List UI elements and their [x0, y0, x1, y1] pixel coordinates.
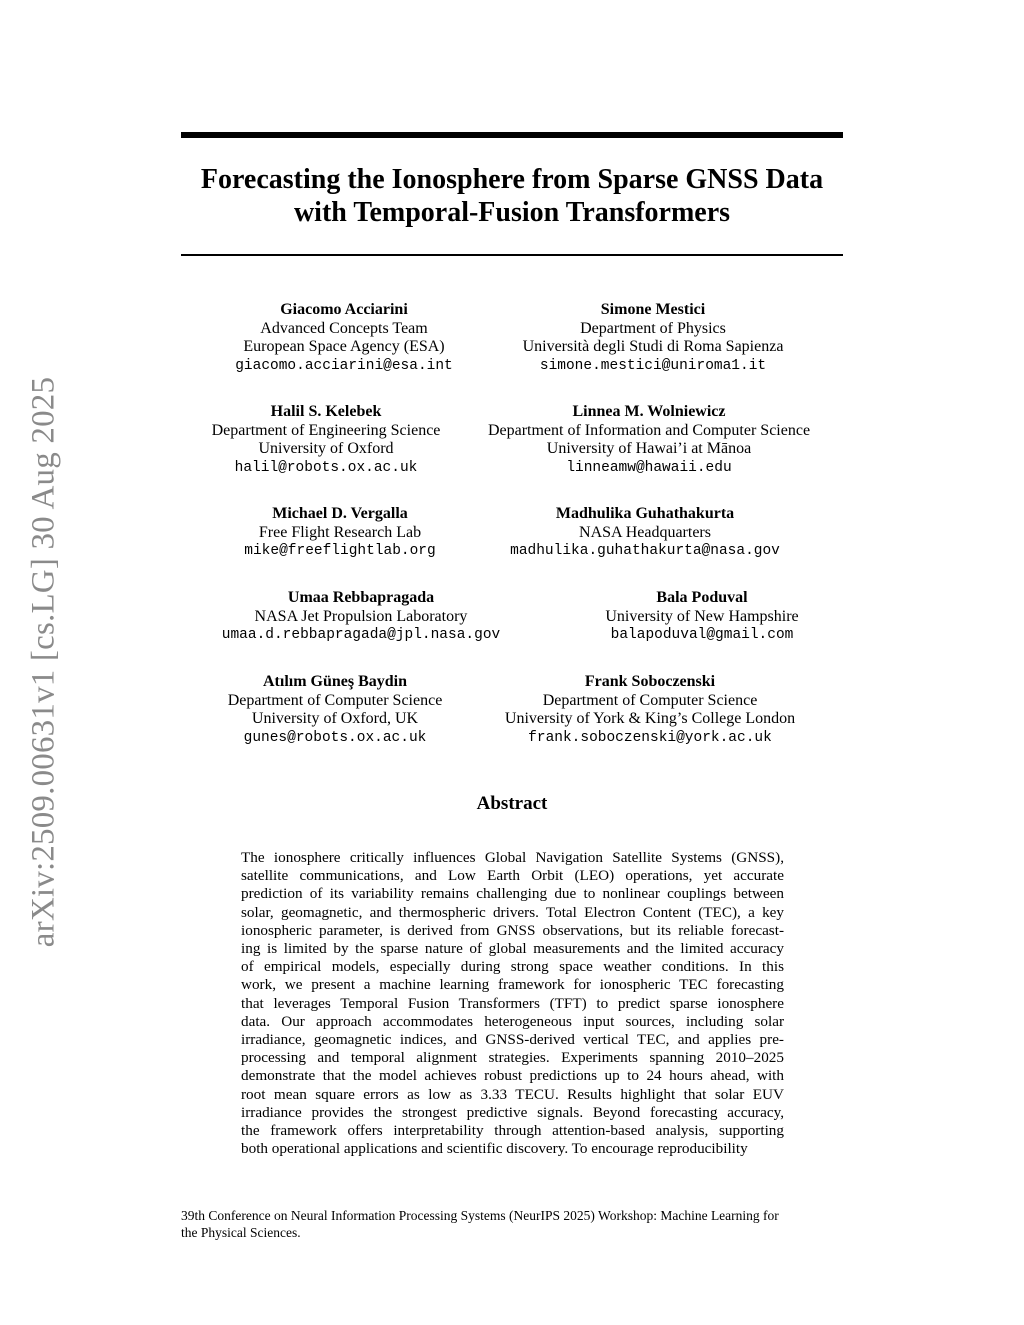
abstract-line: ing is limited by the sparse nature of global measurements and the limited accuracy: [241, 940, 784, 958]
author-block: [228, 673, 443, 747]
abstract-line: ionospheric parameter, is derived from GNSS observations, but its reliable forecast-: [241, 921, 784, 939]
author-affiliation: Advanced Concepts Team: [260, 319, 428, 337]
author-name: Giacomo Acciarini: [280, 301, 408, 318]
author-name: Bala Poduval: [656, 589, 748, 606]
author-block: [505, 673, 795, 747]
abstract-line: solar, geomagnetic, and thermospheric drivers. Total Electron Content (TEC), a key: [241, 903, 784, 921]
abstract-line: the framework offers interpretability through attention-based analysis, supporting: [241, 1122, 784, 1140]
author-name: Atılım Güneş Baydin: [262, 673, 408, 690]
author-block: [523, 301, 784, 375]
author-affiliation: Università degli Studi di Roma Sapienza: [522, 338, 784, 355]
author-email[interactable]: balapoduval@gmail.com: [610, 627, 794, 643]
author-block: [235, 301, 453, 375]
author-email[interactable]: simone.mestici@uniroma1.it: [539, 357, 767, 374]
arxiv-identifier-stamp: arXiv:2509.00631v1 [cs.LG] 30 Aug 2025: [25, 376, 62, 948]
author-affiliation: European Space Agency (ESA): [243, 338, 445, 355]
author-block: [510, 505, 780, 561]
author-affiliation: Free Flight Research Lab: [258, 523, 422, 541]
author-affiliation: NASA Jet Propulsion Laboratory: [254, 607, 468, 625]
paper-title-line-2: with Temporal-Fusion Transformers: [293, 197, 731, 228]
author-name: Simone Mestici: [600, 301, 706, 318]
author-email[interactable]: linneamw@hawaii.edu: [566, 459, 732, 476]
author-email[interactable]: umaa.d.rebbapragada@jpl.nasa.gov: [221, 627, 501, 643]
abstract-line: irradiance, geomagnetic indices, and GNSS-derived vertical TEC, and applies pre-: [241, 1031, 784, 1049]
author-email[interactable]: gunes@robots.ox.ac.uk: [243, 729, 427, 746]
abstract-line: demonstrate that the model achieves robust predictions up to 24 hours ahead, with: [241, 1067, 784, 1085]
author-affiliation: NASA Headquarters: [579, 523, 711, 541]
author-affiliation: University of Oxford: [258, 440, 394, 457]
author-block: [212, 403, 441, 477]
author-block: [605, 589, 798, 645]
title-bottom-rule: [181, 254, 843, 256]
author-email[interactable]: giacomo.acciarini@esa.int: [235, 357, 453, 374]
author-affiliation: Department of Computer Science: [542, 691, 758, 709]
author-affiliation: University of New Hampshire: [605, 607, 799, 625]
abstract-line: root mean square errors as low as 3.33 TECU. Results highlight that solar EUV: [241, 1085, 784, 1103]
author-name: Halil S. Kelebek: [270, 403, 382, 420]
author-affiliation: Department of Engineering Science: [211, 421, 441, 439]
title-top-rule: [181, 132, 843, 138]
author-affiliation: University of Hawai’i at Mānoa: [546, 440, 752, 457]
abstract-body: [241, 849, 784, 1158]
author-name: Madhulika Guhathakurta: [555, 505, 735, 522]
abstract-line: both operational applications and scientific discovery. To encourage reproducibility: [241, 1140, 748, 1158]
author-affiliation: Department of Information and Computer Science: [487, 421, 811, 439]
author-email[interactable]: madhulika.guhathakurta@nasa.gov: [510, 543, 780, 559]
abstract-line: prediction of its variability remains challenging due to nonlinear couplings between: [241, 885, 784, 903]
author-email[interactable]: halil@robots.ox.ac.uk: [234, 459, 418, 476]
author-affiliation: Department of Computer Science: [227, 691, 443, 709]
conference-footnote: [181, 1208, 843, 1241]
paper-title-line-1: Forecasting the Ionosphere from Sparse GNSS Data: [200, 164, 824, 195]
author-name: Michael D. Vergalla: [272, 505, 408, 522]
author-block: [244, 505, 435, 561]
author-block: [488, 403, 810, 477]
abstract-line: processing and temporal alignment strategies. Experiments spanning 2010–2025: [241, 1049, 784, 1067]
author-name: Linnea M. Wolniewicz: [572, 403, 726, 420]
footnote-line-1: 39th Conference on Neural Information Processing Systems (NeurIPS 2025) Workshop: Machine Learning for: [181, 1208, 779, 1223]
author-affiliation: University of York & King’s College London: [504, 710, 796, 727]
author-name: Umaa Rebbapragada: [287, 589, 435, 606]
footnote-line-2: the Physical Sciences.: [181, 1224, 301, 1240]
abstract-line: irradiance provides the strongest predictive signals. Beyond forecasting accuracy,: [241, 1103, 784, 1121]
author-affiliation: University of Oxford, UK: [251, 710, 419, 727]
author-email[interactable]: mike@freeflightlab.org: [244, 543, 436, 559]
paper-title: [181, 163, 843, 229]
author-email[interactable]: frank.soboczenski@york.ac.uk: [528, 729, 772, 746]
abstract-line: that leverages Temporal Fusion Transformers (TFT) to predict sparse ionosphere: [241, 994, 784, 1012]
abstract-heading: Abstract: [476, 793, 548, 814]
abstract-line: The ionosphere critically influences Global Navigation Satellite Systems (GNSS),: [241, 849, 784, 866]
author-affiliation: Department of Physics: [580, 319, 726, 337]
author-name: Frank Soboczenski: [584, 673, 716, 690]
abstract-line: of empirical models, especially during strong space weather conditions. In this: [241, 958, 784, 976]
abstract-line: data. Our approach accommodates heterogeneous input sources, including solar: [241, 1012, 784, 1030]
abstract-line: work, we present a machine learning framework for ionospheric TEC forecasting: [241, 976, 784, 994]
author-block: [222, 589, 500, 645]
abstract-line: satellite communications, and Low Earth Orbit (LEO) operations, yet accurate: [241, 867, 784, 885]
